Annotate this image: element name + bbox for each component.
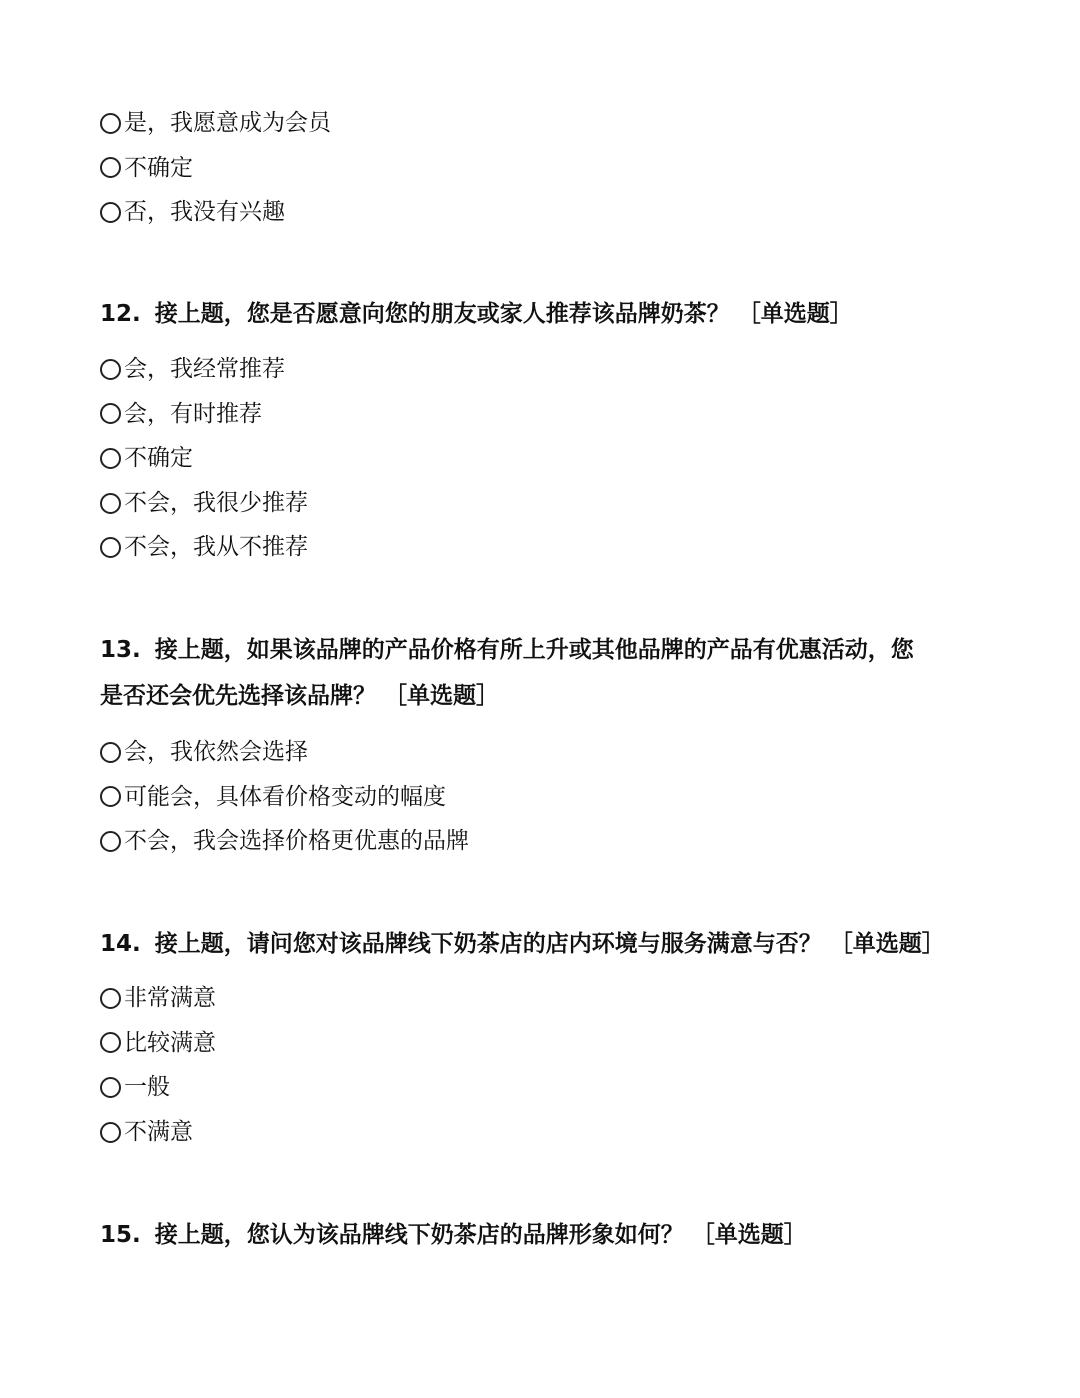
q11-option-1[interactable] xyxy=(100,101,990,146)
q13 xyxy=(100,627,990,719)
option-label: 否，我没有兴趣 xyxy=(124,199,285,226)
q11-option-3[interactable] xyxy=(100,190,990,235)
radio-icon[interactable] xyxy=(100,157,121,178)
question-number: 14. xyxy=(100,931,141,957)
option-label: 可能会，具体看价格变动的幅度 xyxy=(124,783,446,810)
radio-icon[interactable] xyxy=(100,202,121,223)
question-text: 接上题，您认为该品牌线下奶茶店的品牌形象如何？ ［单选题］ xyxy=(154,1222,807,1248)
radio-icon[interactable] xyxy=(100,831,121,852)
q14-option-1[interactable] xyxy=(100,976,990,1021)
question-text: 接上题，您是否愿意向您的朋友或家人推荐该品牌奶茶？ ［单选题］ xyxy=(154,301,853,327)
option-label: 会，有时推荐 xyxy=(124,400,262,427)
option-label: 不会，我从不推荐 xyxy=(124,534,308,561)
question-title-line-1 xyxy=(100,627,990,673)
question-text: 接上题，如果该品牌的产品价格有所上升或其他品牌的产品有优惠活动，您 xyxy=(154,637,914,663)
option-label: 不会，我很少推荐 xyxy=(124,489,308,516)
radio-icon[interactable] xyxy=(100,1077,121,1098)
question-text: 接上题，请问您对该品牌线下奶茶店的店内环境与服务满意与否？ ［单选题］ xyxy=(154,931,945,957)
option-label: 比较满意 xyxy=(124,1029,216,1056)
question-title xyxy=(100,291,990,337)
q13-option-1[interactable] xyxy=(100,730,990,775)
q12-option-5[interactable] xyxy=(100,525,990,570)
radio-icon[interactable] xyxy=(100,988,121,1009)
radio-icon[interactable] xyxy=(100,1122,121,1143)
question-number: 15. xyxy=(100,1222,141,1248)
option-label: 是，我愿意成为会员 xyxy=(124,110,331,136)
radio-icon[interactable] xyxy=(100,448,121,469)
q14-option-3[interactable] xyxy=(100,1065,990,1110)
question-title-line-2: 是否还会优先选择该品牌？ ［单选题］ xyxy=(100,683,500,709)
option-label: 会，我依然会选择 xyxy=(124,739,308,765)
q12 xyxy=(100,291,990,337)
q14-option-2[interactable] xyxy=(100,1021,990,1066)
option-label: 会，我经常推荐 xyxy=(124,356,285,382)
option-label: 不会，我会选择价格更优惠的品牌 xyxy=(124,828,469,855)
radio-icon[interactable] xyxy=(100,359,121,380)
q13-option-3[interactable] xyxy=(100,819,990,864)
q12-option-2[interactable] xyxy=(100,392,990,437)
option-label: 非常满意 xyxy=(124,985,216,1011)
q13-options xyxy=(100,730,990,864)
radio-icon[interactable] xyxy=(100,403,121,424)
radio-icon[interactable] xyxy=(100,786,121,807)
q12-option-4[interactable] xyxy=(100,481,990,526)
q12-option-3[interactable] xyxy=(100,436,990,481)
option-label: 不确定 xyxy=(124,154,193,181)
q12-option-1[interactable] xyxy=(100,347,990,392)
q13-option-2[interactable] xyxy=(100,775,990,820)
question-number: 12. xyxy=(100,301,141,327)
q11-options xyxy=(100,101,990,235)
radio-icon[interactable] xyxy=(100,537,121,558)
q14 xyxy=(100,921,990,967)
radio-icon[interactable] xyxy=(100,742,121,763)
q14-option-4[interactable] xyxy=(100,1110,990,1155)
radio-icon[interactable] xyxy=(100,1032,121,1053)
q12-options xyxy=(100,347,990,570)
radio-icon[interactable] xyxy=(100,113,121,134)
option-label: 一般 xyxy=(124,1074,170,1101)
q14-options xyxy=(100,976,990,1154)
option-label: 不满意 xyxy=(124,1118,193,1145)
question-number: 13. xyxy=(100,637,141,663)
q15 xyxy=(100,1212,990,1258)
question-title xyxy=(100,921,990,967)
option-label: 不确定 xyxy=(124,445,193,472)
q11-option-2[interactable] xyxy=(100,146,990,191)
question-title xyxy=(100,1212,990,1258)
radio-icon[interactable] xyxy=(100,493,121,514)
